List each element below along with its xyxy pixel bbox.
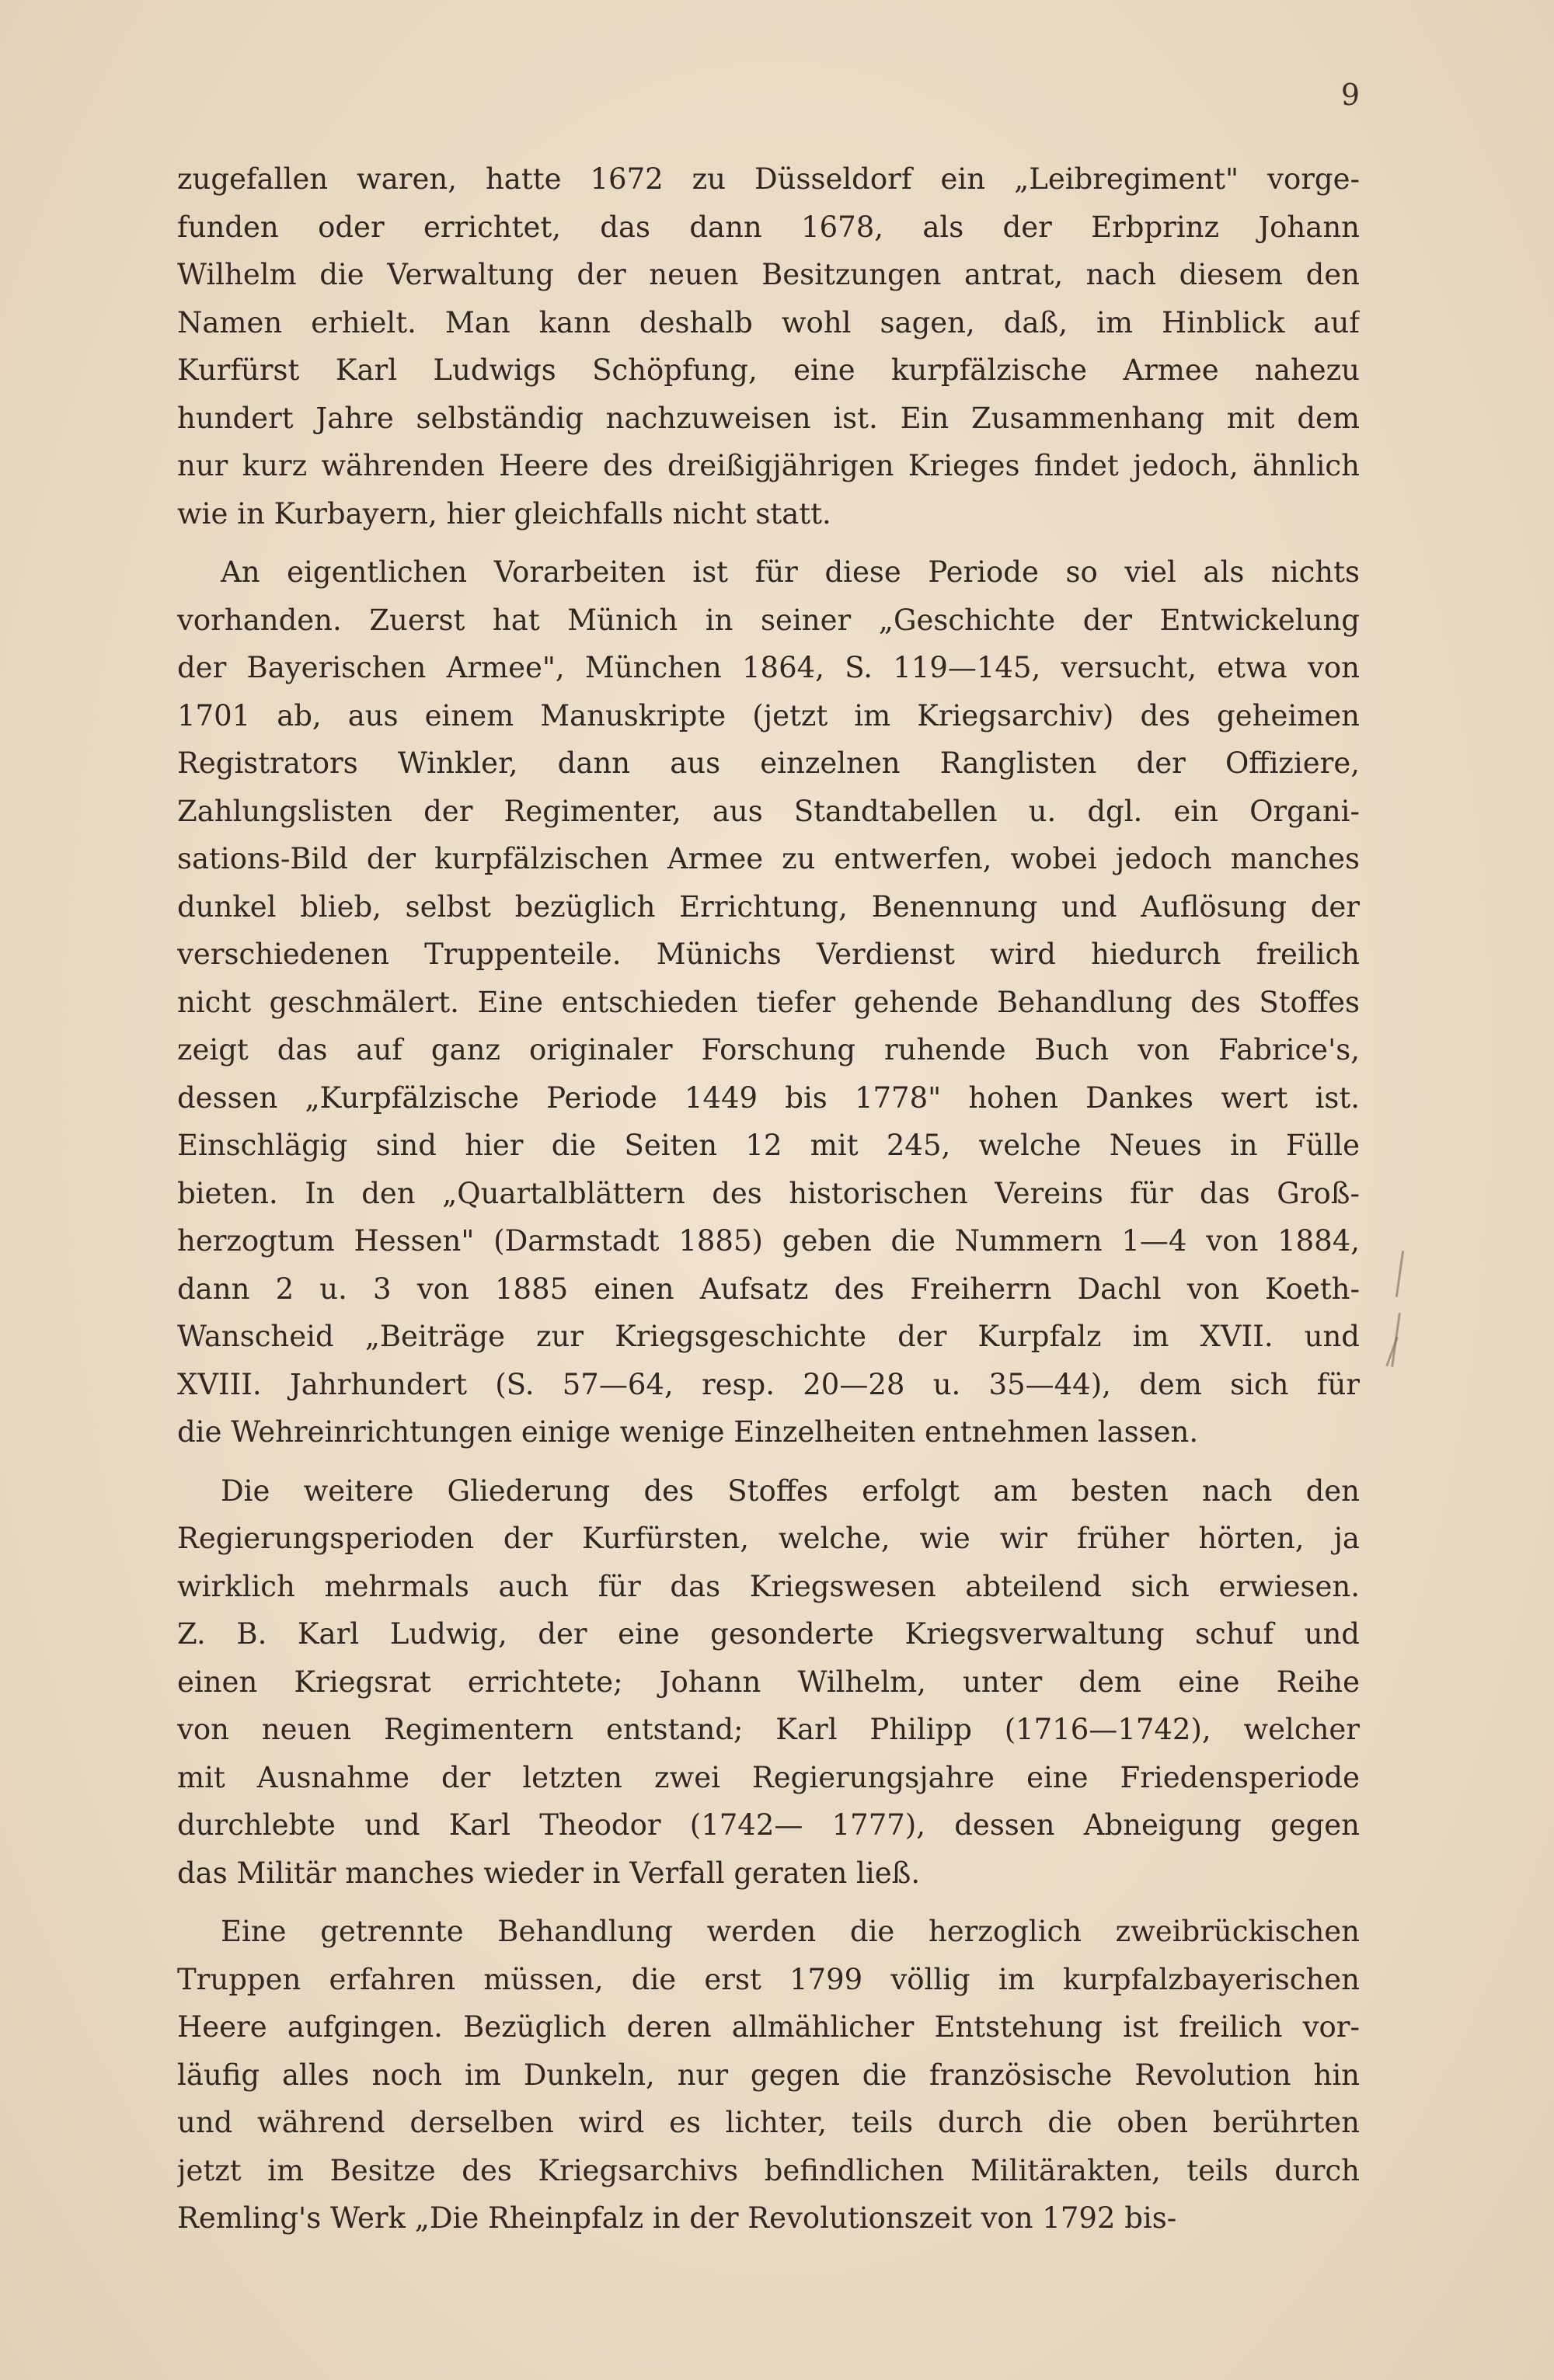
margin-pencil-mark xyxy=(1395,1251,1404,1297)
text-line: mit Ausnahme der letzten zwei Regierungsjahre eine Friedensperiode xyxy=(177,1760,1360,1794)
text-line: wirklich mehrmals auch für das Kriegswesen abteilend sich erwiesen. xyxy=(177,1569,1360,1603)
text-line: Zahlungslisten der Regimenter, aus Standtabellen u. dgl. ein Organi- xyxy=(177,794,1360,828)
text-line: wie in Kurbayern, hier gleichfalls nicht statt. xyxy=(177,496,831,531)
paragraph-2 xyxy=(177,548,1360,1467)
text-line: Kurfürst Karl Ludwigs Schöpfung, eine kurpfälzische Armee nahezu xyxy=(177,353,1360,387)
text-line: dessen „Kurpfälzische Periode 1449 bis 1778" hohen Dankes wert ist. xyxy=(177,1080,1360,1115)
text-line: Namen erhielt. Man kann deshalb wohl sagen, daß, im Hinblick auf xyxy=(177,305,1360,339)
text-line: Truppen erfahren müssen, die erst 1799 völlig im kurpfalzbayerischen xyxy=(177,1962,1360,1996)
text-line: Wanscheid „Beiträge zur Kriegsgeschichte der Kurpfalz im XVII. und xyxy=(177,1320,1360,1353)
text-line: verschiedenen Truppenteile. Münichs Verdienst wird hiedurch freilich xyxy=(177,938,1360,971)
text-line: bieten. In den „Quartalblättern des historischen Vereins für das Groß- xyxy=(177,1176,1360,1210)
text-line: Regierungsperioden der Kurfürsten, welche, wie wir früher hörten, ja xyxy=(177,1522,1360,1555)
text-line: An eigentlichen Vorarbeiten ist für diese Periode so viel als nichts xyxy=(221,555,1360,589)
text-line: dann 2 u. 3 von 1885 einen Aufsatz des Freiherrn Dachl von Koeth- xyxy=(177,1272,1360,1306)
text-line: von neuen Regimentern entstand; Karl Philipp (1716—1742), welcher xyxy=(177,1713,1360,1746)
text-line: dunkel blieb, selbst bezüglich Errichtung, Benennung und Auflösung der xyxy=(177,889,1360,924)
text-line: XVIII. Jahrhundert (S. 57—64, resp. 20—28 u. 35—44), dem sich für xyxy=(177,1367,1360,1401)
text-line: 1701 ab, aus einem Manuskripte (jetzt im Kriegsarchiv) des geheimen xyxy=(177,698,1360,732)
page-number: 9 xyxy=(1340,78,1360,112)
text-line: funden oder errichtet, das dann 1678, als der Erbprinz Johann xyxy=(177,210,1360,244)
text-line: läufig alles noch im Dunkeln, nur gegen die französische Revolution hin xyxy=(177,2058,1360,2092)
paragraph-gap xyxy=(177,1897,1360,1908)
text-line: der Bayerischen Armee", München 1864, S. 119—145, versucht, etwa von xyxy=(177,651,1360,684)
text-line: Eine getrennte Behandlung werden die herzoglich zweibrückischen xyxy=(221,1915,1360,1948)
text-line: Registrators Winkler, dann aus einzelnen Ranglisten der Offiziere, xyxy=(177,746,1360,780)
text-line: nur kurz währenden Heere des dreißigjährigen Krieges findet jedoch, ähnlich xyxy=(177,449,1360,482)
text-line: Einschlägig sind hier die Seiten 12 mit 245, welche Neues in Fülle xyxy=(177,1129,1360,1162)
text-line: zeigt das auf ganz originaler Forschung ruhende Buch von Fabrice's, xyxy=(177,1033,1360,1066)
text-line: Die weitere Gliederung des Stoffes erfolgt am besten nach den xyxy=(221,1474,1360,1508)
paragraph-3 xyxy=(177,1467,1360,1909)
text-line: zugefallen waren, hatte 1672 zu Düsseldorf ein „Leibregiment" vorge- xyxy=(177,162,1360,196)
text-line: Heere aufgingen. Bezüglich deren allmählicher Entstehung ist freilich vor- xyxy=(177,2010,1360,2044)
text-line: sations-Bild der kurpfälzischen Armee zu entwerfen, wobei jedoch manches xyxy=(177,842,1360,875)
text-line: hundert Jahre selbständig nachzuweisen ist. Ein Zusammenhang mit dem xyxy=(177,401,1360,435)
text-line: vorhanden. Zuerst hat Münich in seiner „Geschichte der Entwickelung xyxy=(177,603,1360,637)
text-line: einen Kriegsrat errichtete; Johann Wilhelm, unter dem eine Reihe xyxy=(177,1665,1360,1699)
paragraph-gap xyxy=(177,1456,1360,1467)
text-line: Z. B. Karl Ludwig, der eine gesonderte Kriegsverwaltung schuf und xyxy=(177,1617,1360,1651)
paragraph-4 xyxy=(177,1908,1360,2243)
text-line: nicht geschmälert. Eine entschieden tiefer gehende Behandlung des Stoffes xyxy=(177,985,1360,1019)
paragraph-gap xyxy=(177,538,1360,548)
text-line: und während derselben wird es lichter, teils durch die oben berührten xyxy=(177,2106,1360,2139)
text-line: Wilhelm die Verwaltung der neuen Besitzungen antrat, nach diesem den xyxy=(177,258,1360,291)
text-line: die Wehreinrichtungen einige wenige Einzelheiten entnehmen lassen. xyxy=(177,1415,1199,1449)
text-line: Remling's Werk „Die Rheinpfalz in der Revolutionszeit von 1792 bis- xyxy=(177,2201,1177,2235)
text-line: herzogtum Hessen" (Darmstadt 1885) geben die Nummern 1—4 von 1884, xyxy=(177,1224,1360,1258)
paragraph-1 xyxy=(177,155,1360,548)
text-line: das Militär manches wieder in Verfall geraten ließ. xyxy=(177,1856,921,1890)
body-text xyxy=(177,155,1360,2243)
text-line: durchlebte und Karl Theodor (1742— 1777), dessen Abneigung gegen xyxy=(177,1808,1360,1842)
text-line: jetzt im Besitze des Kriegsarchivs befindlichen Militärakten, teils durch xyxy=(177,2153,1360,2187)
